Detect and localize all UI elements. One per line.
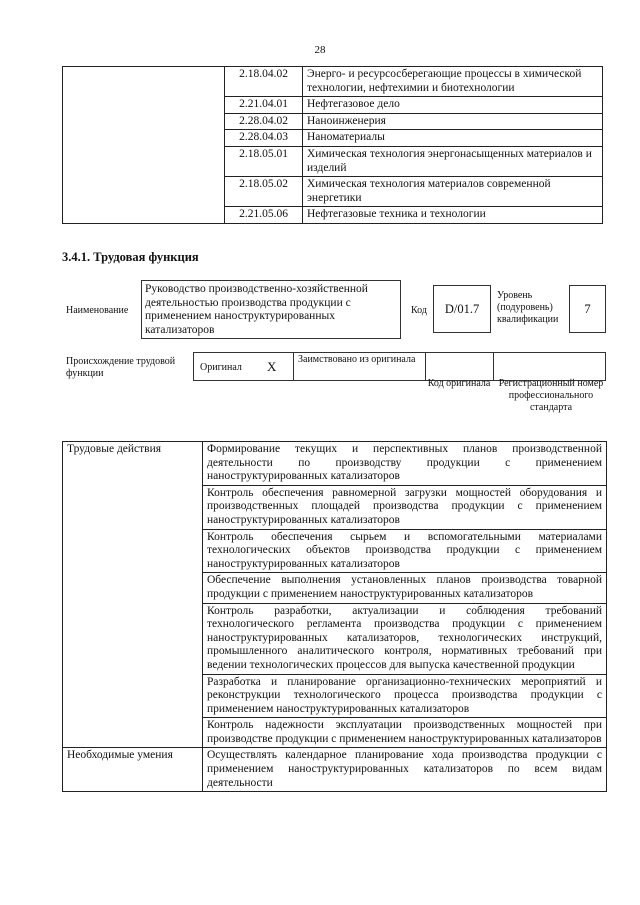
specialty-name: Нефтегазовое дело xyxy=(303,97,603,114)
origin-label: Происхождение трудовой функции xyxy=(66,356,176,379)
specialty-code: 2.28.04.03 xyxy=(225,130,303,147)
original-mark: X xyxy=(267,359,277,374)
level-label: Уровень (подуровень) квалификации xyxy=(497,290,559,325)
labor-actions-item: Контроль обеспечения сырьем и вспомогательными материалами технологических объектов производства продукции с применением наноструктурированных катализаторов xyxy=(203,529,607,573)
skills-item: Осуществлять календарное планирование хода производства продукции с применением наноструктурированных катализаторов по всем видам деятельности xyxy=(203,748,607,792)
labor-actions-item: Контроль надежности эксплуатации производственных мощностей при производстве продукции с применением наноструктурированных катализаторов xyxy=(203,718,607,748)
qualification-level: 7 xyxy=(569,285,606,333)
specialty-code: 2.18.04.02 xyxy=(225,67,303,97)
original-label: Оригинал xyxy=(200,362,242,373)
function-code: D/01.7 xyxy=(433,285,491,333)
function-name: Руководство производственно-хозяйственной деятельностью производства продукции с применением наноструктурированных катализаторов xyxy=(141,280,401,339)
page-number: 28 xyxy=(314,44,326,56)
specialty-row xyxy=(63,67,603,97)
origin-code-caption: Код оригинала xyxy=(427,378,491,389)
origin-row xyxy=(193,352,606,381)
labor-actions-item: Обеспечение выполнения установленных планов производства товарной продукции с применением наноструктурированных катализаторов xyxy=(203,573,607,603)
specialty-code: 2.21.04.01 xyxy=(225,97,303,114)
code-label: Код xyxy=(411,305,427,316)
specialty-name: Энерго- и ресурсосберегающие процессы в химической технологии, нефтехимии и биотехнологии xyxy=(303,67,603,97)
labor-actions-row xyxy=(63,442,607,486)
borrowed-label: Заимствовано из оригинала xyxy=(298,354,416,365)
section-title: 3.4.1. Трудовая функция xyxy=(62,250,199,264)
labor-actions-item: Контроль обеспечения равномерной загрузки мощностей оборудования и производственных площадей производства продукции с применением наноструктурированных катализаторов xyxy=(203,485,607,529)
origin-reg-caption: Регистрационный номер профессионального стандарта xyxy=(498,378,604,413)
labor-actions-item: Формирование текущих и перспективных планов производственной деятельности по производству продукции с применением наноструктурированных катализаторов xyxy=(203,442,607,486)
skills-row xyxy=(63,748,607,792)
specialty-name: Химическая технология энергонасыщенных материалов и изделий xyxy=(303,146,603,176)
labor-actions-item: Контроль разработки, актуализации и соблюдения требований технологического регламента производства продукции с применением наноструктурированных катализаторов, технологических инструкций, промышленного аналитического контроля, нормативных требований при ведении технологических процессов для выпуска качественной продукции xyxy=(203,603,607,674)
origin-borrowed-cell xyxy=(294,353,426,380)
specialty-code: 2.18.05.01 xyxy=(225,146,303,176)
name-label: Наименование xyxy=(66,305,129,316)
specialty-name: Наноматериалы xyxy=(303,130,603,147)
specialty-name: Наноинженерия xyxy=(303,113,603,130)
empty-cell xyxy=(63,67,225,224)
origin-reg-cell xyxy=(494,353,605,380)
specialty-name: Нефтегазовые техника и технологии xyxy=(303,207,603,224)
labor-function-table xyxy=(62,441,607,792)
specialty-code: 2.21.05.06 xyxy=(225,207,303,224)
specialty-code: 2.28.04.02 xyxy=(225,113,303,130)
specialties-table xyxy=(62,66,603,224)
origin-code-cell xyxy=(426,353,494,380)
skills-label: Необходимые умения xyxy=(63,748,203,792)
labor-actions-label: Трудовые действия xyxy=(63,442,203,748)
specialty-code: 2.18.05.02 xyxy=(225,177,303,207)
origin-original-cell xyxy=(194,353,294,380)
specialty-name: Химическая технология материалов современной энергетики xyxy=(303,177,603,207)
labor-actions-item: Разработка и планирование организационно-технических мероприятий и реконструкции технологического процесса производства продукции с применением наноструктурированных катализаторов xyxy=(203,674,607,718)
